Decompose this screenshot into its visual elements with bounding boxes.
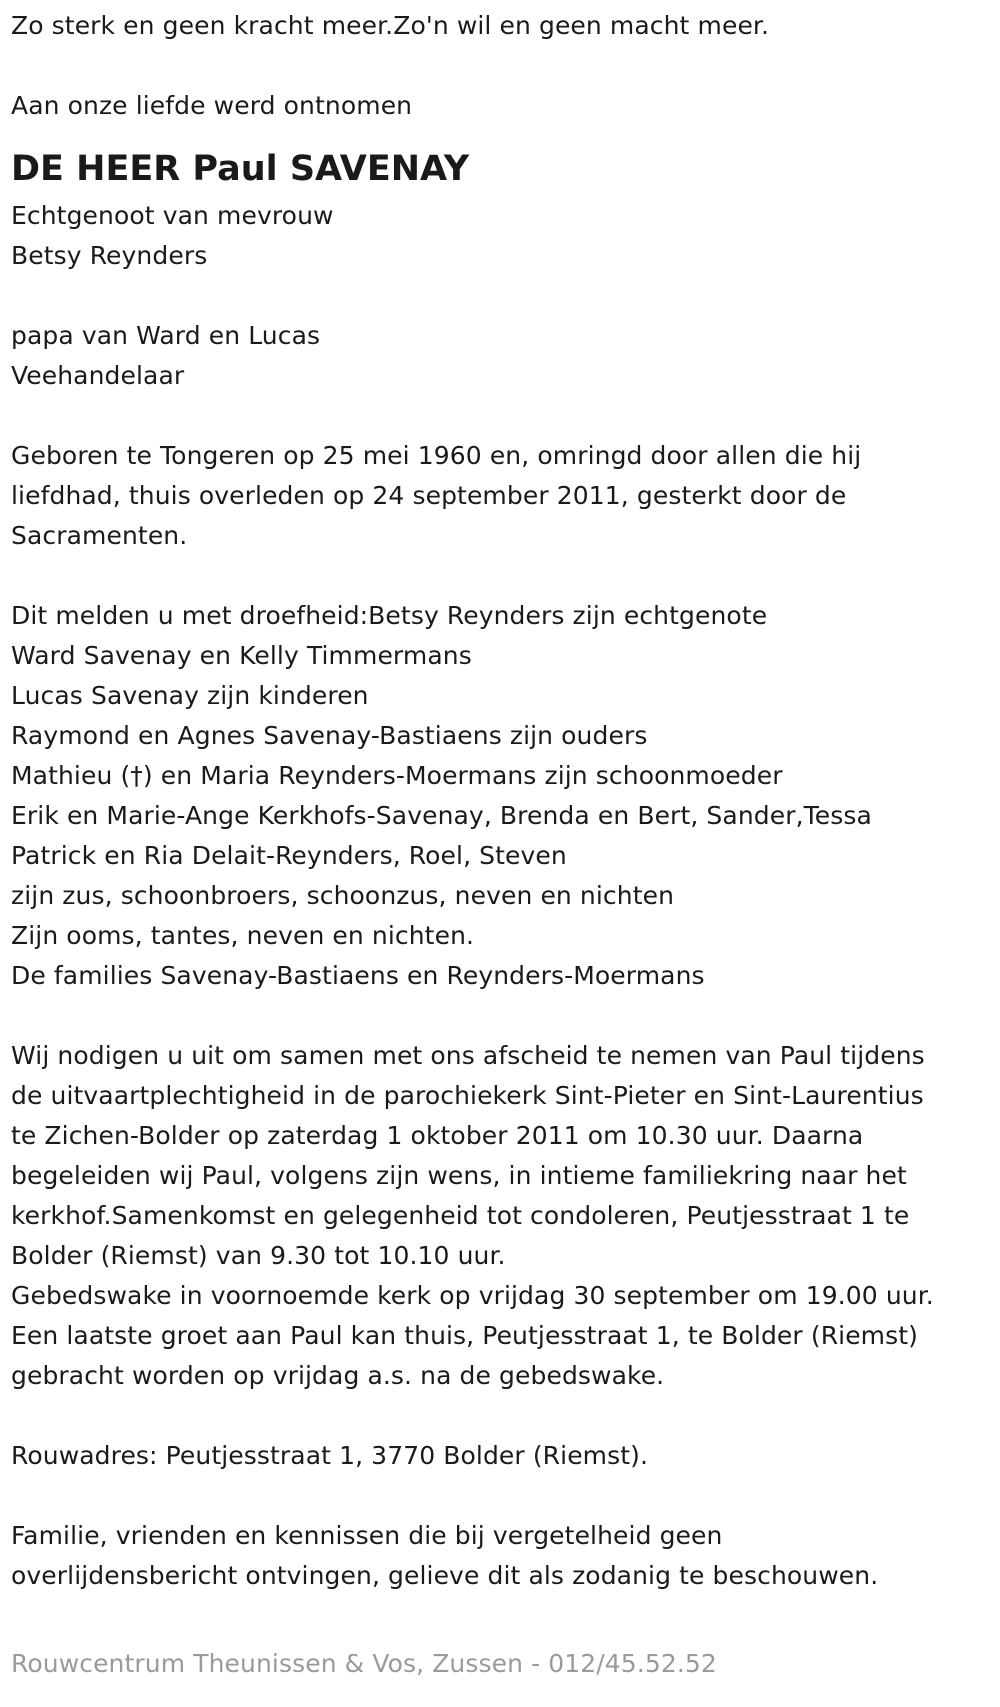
role-block (11, 316, 996, 396)
invitation-line: te Zichen-Bolder op zaterdag 1 oktober 2011 om 10.30 uur. Daarna (11, 1121, 864, 1150)
closing-block (11, 1516, 996, 1596)
birth-death-line: Geboren te Tongeren op 25 mei 1960 en, omringd door allen die hij (11, 441, 862, 470)
mourning-address: Rouwadres: Peutjesstraat 1, 3770 Bolder (Riemst). (11, 1441, 649, 1470)
intro-line: Aan onze liefde werd ontnomen (11, 91, 413, 120)
birth-death-block (11, 436, 996, 556)
relatives-line: zijn zus, schoonbroers, schoonzus, neven en nichten (11, 881, 675, 910)
invitation-line: Bolder (Riemst) van 9.30 tot 10.10 uur. (11, 1241, 506, 1270)
deceased-name: DE HEER Paul SAVENAY (11, 149, 470, 189)
funeral-home-footer: Rouwcentrum Theunissen & Vos, Zussen - 012/45.52.52 (11, 1649, 717, 1678)
spacer (11, 46, 996, 86)
invitation-line: gebracht worden op vrijdag a.s. na de gebedswake. (11, 1361, 665, 1390)
invitation-line: Een laatste groet aan Paul kan thuis, Peutjesstraat 1, te Bolder (Riemst) (11, 1321, 919, 1350)
spacer (11, 556, 996, 596)
spacer (11, 396, 996, 436)
closing-line: Familie, vrienden en kennissen die bij vergetelheid geen (11, 1521, 723, 1550)
invitation-line: begeleiden wij Paul, volgens zijn wens, in intieme familiekring naar het (11, 1161, 907, 1190)
relatives-line: De families Savenay-Bastiaens en Reynders-Moermans (11, 961, 705, 990)
relatives-line: Ward Savenay en Kelly Timmermans (11, 641, 472, 670)
invitation-block (11, 1036, 996, 1396)
spacer (11, 276, 996, 316)
birth-death-line: Sacramenten. (11, 521, 188, 550)
relatives-line: Mathieu (†) en Maria Reynders-Moermans zijn schoonmoeder (11, 761, 783, 790)
invitation-line: de uitvaartplechtigheid in de parochiekerk Sint-Pieter en Sint-Laurentius (11, 1081, 924, 1110)
spouse-line: Betsy Reynders (11, 241, 208, 270)
relatives-line: Raymond en Agnes Savenay-Bastiaens zijn ouders (11, 721, 648, 750)
invitation-line: Gebedswake in voornoemde kerk op vrijdag 30 september om 19.00 uur. (11, 1281, 934, 1310)
obituary-notice (11, 6, 996, 1684)
closing-line: overlijdensbericht ontvingen, gelieve dit als zodanig te beschouwen. (11, 1561, 879, 1590)
relatives-line: Erik en Marie-Ange Kerkhofs-Savenay, Brenda en Bert, Sander,Tessa (11, 801, 872, 830)
relatives-block (11, 596, 996, 996)
spacer (11, 1396, 996, 1436)
birth-death-line: liefdhad, thuis overleden op 24 september 2011, gesterkt door de (11, 481, 847, 510)
spacer (11, 996, 996, 1036)
role-line: papa van Ward en Lucas (11, 321, 321, 350)
relatives-line: Lucas Savenay zijn kinderen (11, 681, 369, 710)
spacer (11, 1596, 996, 1636)
invitation-line: kerkhof.Samenkomst en gelegenheid tot condoleren, Peutjesstraat 1 te (11, 1201, 910, 1230)
spacer (11, 1476, 996, 1516)
spouse-line: Echtgenoot van mevrouw (11, 201, 334, 230)
invitation-line: Wij nodigen u uit om samen met ons afscheid te nemen van Paul tijdens (11, 1041, 925, 1070)
motto: Zo sterk en geen kracht meer.Zo'n wil en geen macht meer. (11, 11, 770, 40)
relatives-line: Dit melden u met droefheid:Betsy Reynders zijn echtgenote (11, 601, 768, 630)
relatives-line: Zijn ooms, tantes, neven en nichten. (11, 921, 475, 950)
role-line: Veehandelaar (11, 361, 185, 390)
spouse-block (11, 196, 996, 276)
relatives-line: Patrick en Ria Delait-Reynders, Roel, Steven (11, 841, 567, 870)
